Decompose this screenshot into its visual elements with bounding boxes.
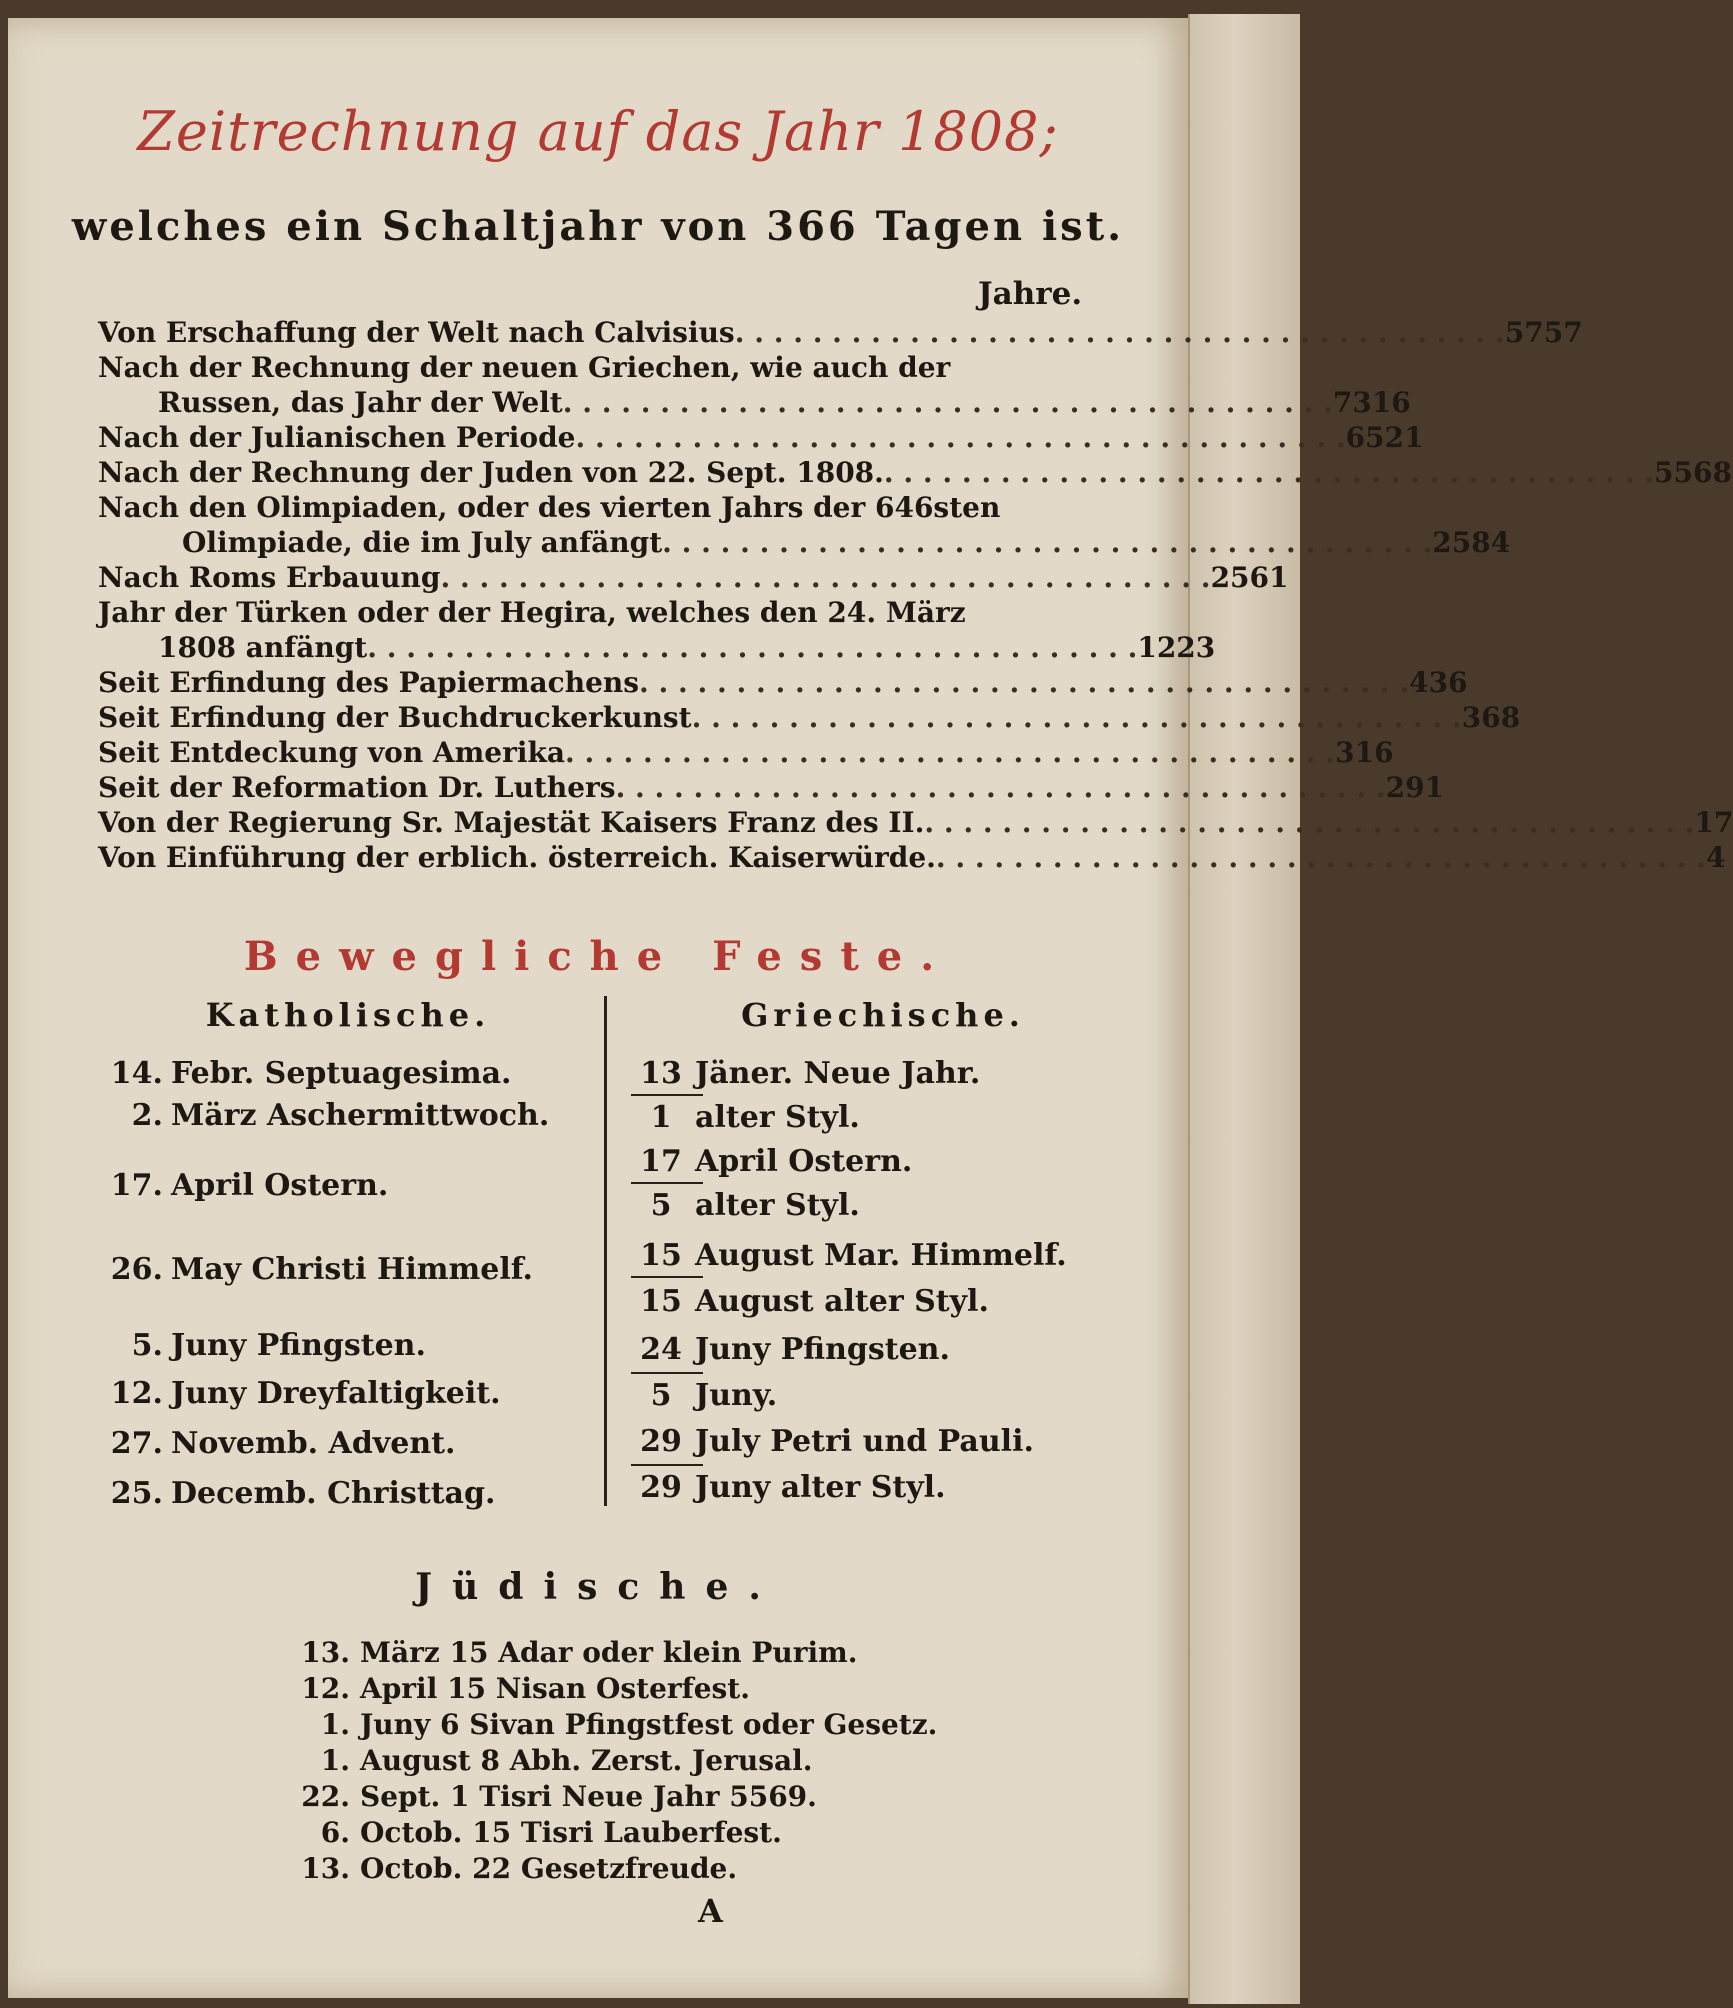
era-row-text: Jahr der Türken oder der Hegira, welches den 24. März xyxy=(98,596,966,629)
feast-text: April Ostern. xyxy=(695,1144,913,1179)
greek-feast-row xyxy=(633,1100,860,1135)
era-row-text: Seit der Reformation Dr. Luthers xyxy=(98,771,616,804)
feast-day: 12. xyxy=(301,1672,350,1705)
signature-mark: A xyxy=(698,1892,723,1930)
jewish-feast-row xyxy=(288,1672,988,1708)
era-row-text: Olimpiade, die im July anfängt xyxy=(182,526,663,559)
feast-day: 25. xyxy=(110,1476,163,1511)
greek-feast-row xyxy=(633,1238,1067,1273)
greek-feast-row xyxy=(633,1332,950,1367)
greek-header: Griechische. xyxy=(741,996,1025,1034)
catholic-feast-row xyxy=(103,1252,533,1287)
era-row-text: 1808 anfängt xyxy=(158,631,368,664)
catholic-feast-row xyxy=(103,1098,549,1133)
era-row: Von der Regierung Sr. Majestät Kaisers Franz des II. . . . . . . . . . . . . . . . . . . . . . . . . . . . . . . . . . . . . . . . . 17 xyxy=(98,806,1733,839)
jewish-feast-row xyxy=(288,1780,988,1816)
feast-day: 29 xyxy=(640,1424,682,1459)
era-row-year: 2561 xyxy=(1210,561,1289,594)
page-title: Zeitrechnung auf das Jahr 1808; xyxy=(137,100,1059,163)
era-row-text: Nach Roms Erbauung xyxy=(98,561,441,594)
era-row-text: Seit Erfindung des Papiermachens xyxy=(98,666,640,699)
fraction-rule xyxy=(631,1182,703,1184)
era-row xyxy=(98,489,1108,524)
era-row: Von Erschaffung der Welt nach Calvisius . . . . . . . . . . . . . . . . . . . . . . . . . . . . . . . . . . . . . . . . 5757 xyxy=(98,316,1583,349)
years-column-header: Jahre. xyxy=(978,276,1083,312)
era-row xyxy=(98,349,1108,384)
era-row-year: 436 xyxy=(1409,666,1468,699)
feast-day: 14. xyxy=(110,1056,163,1091)
feast-day: 15 xyxy=(640,1238,682,1273)
era-row: Russen, das Jahr der Welt . . . . . . . . . . . . . . . . . . . . . . . . . . . . . . . . . . . . . . . . 7316 xyxy=(98,384,1108,419)
greek-column xyxy=(633,996,1133,1505)
feast-text: Juny Pfingsten. xyxy=(695,1332,950,1367)
feast-day: 22. xyxy=(301,1780,350,1813)
fraction-rule xyxy=(631,1276,703,1278)
page-subtitle: welches ein Schaltjahr von 366 Tagen ist. xyxy=(71,203,1125,250)
feast-day: 13 xyxy=(640,1056,682,1091)
feast-text: May Christi Himmelf. xyxy=(171,1252,533,1287)
feast-day: 13. xyxy=(301,1636,350,1669)
feast-day: 5 xyxy=(650,1188,672,1223)
movable-feasts-title: Bewegliche Feste. xyxy=(243,933,953,980)
feast-day: 24 xyxy=(640,1332,682,1367)
feast-text: Febr. Septuagesima. xyxy=(171,1056,512,1091)
era-row-year: 291 xyxy=(1385,771,1445,804)
era-row: Nach der Rechnung der Juden von 22. Sept. 1808. . . . . . . . . . . . . . . . . . . . . . . . . . . . . . . . . . . . . . . . . 5568 xyxy=(98,456,1732,489)
feast-text: März Aschermittwoch. xyxy=(171,1098,550,1133)
era-row: Seit Erfindung der Buchdruckerkunst . . . . . . . . . . . . . . . . . . . . . . . . . . . . . . . . . . . . . . . . 368 xyxy=(98,701,1521,734)
era-row: Von Einführung der erblich. österreich. Kaiserwürde. . . . . . . . . . . . . . . . . . . . . . . . . . . . . . . . . . . . . . . . . 4 xyxy=(98,841,1726,874)
jewish-feast-row xyxy=(288,1852,988,1888)
feast-text: Jäner. Neue Jahr. xyxy=(695,1056,981,1091)
almanac-page xyxy=(8,18,1733,1998)
feast-text: Novemb. Advent. xyxy=(171,1426,456,1461)
feast-day: 15 xyxy=(640,1284,682,1319)
era-row-text: Russen, das Jahr der Welt xyxy=(158,386,563,419)
feast-text: Decemb. Christtag. xyxy=(171,1476,496,1511)
era-row xyxy=(98,594,1108,629)
feast-text: Juny Pfingsten. xyxy=(171,1328,426,1363)
feast-day: 17. xyxy=(110,1168,163,1203)
jewish-feast-row xyxy=(288,1708,988,1744)
jewish-feast-row xyxy=(288,1744,988,1780)
feast-day: 2. xyxy=(131,1098,163,1133)
era-row-year: 6521 xyxy=(1345,421,1424,454)
greek-feast-row xyxy=(633,1424,1034,1459)
era-row-year: 17 xyxy=(1694,806,1733,839)
era-row: Nach Roms Erbauung . . . . . . . . . . . . . . . . . . . . . . . . . . . . . . . . . . . . . . . . 2561 xyxy=(98,561,1289,594)
feast-day: 5 xyxy=(650,1378,672,1413)
era-row-text: Nach der Julianischen Periode xyxy=(98,421,576,454)
catholic-column xyxy=(103,996,593,1511)
feast-day: 5. xyxy=(131,1328,163,1363)
feast-text: Octob. 22 Gesetzfreude. xyxy=(360,1852,738,1885)
feast-text: März 15 Adar oder klein Purim. xyxy=(360,1636,858,1669)
feast-text: August Mar. Himmelf. xyxy=(695,1238,1067,1273)
era-row-year: 7316 xyxy=(1332,386,1411,419)
era-row-text: Nach der Rechnung der Juden von 22. Sept. 1808. xyxy=(98,456,884,489)
greek-feast-row xyxy=(633,1378,777,1413)
greek-feast-row xyxy=(633,1188,860,1223)
feast-text: April Ostern. xyxy=(171,1168,389,1203)
era-row-text: Von Einführung der erblich. österreich. Kaiserwürde. xyxy=(98,841,936,874)
feast-day: 12. xyxy=(110,1376,163,1411)
era-row-year: 1223 xyxy=(1137,631,1216,664)
feast-day: 17 xyxy=(640,1144,682,1179)
catholic-feast-row xyxy=(103,1376,501,1411)
catholic-feast-row xyxy=(103,1328,426,1363)
feast-day: 13. xyxy=(301,1852,350,1885)
catholic-feast-row xyxy=(103,1168,388,1203)
era-row: Seit der Reformation Dr. Luthers . . . . . . . . . . . . . . . . . . . . . . . . . . . . . . . . . . . . . . . . 291 xyxy=(98,771,1445,804)
feast-day: 1 xyxy=(650,1100,672,1135)
greek-feast-row xyxy=(633,1470,946,1505)
catholic-feast-row xyxy=(103,1056,511,1091)
feast-day: 1. xyxy=(320,1744,350,1777)
era-row-year: 316 xyxy=(1335,736,1394,769)
feast-text: August alter Styl. xyxy=(695,1284,989,1319)
jewish-list xyxy=(288,1636,988,1888)
jewish-header: Jüdische. xyxy=(415,1566,781,1608)
catholic-feast-row xyxy=(103,1476,495,1511)
feast-text: July Petri und Pauli. xyxy=(695,1424,1034,1459)
feast-text: Juny 6 Sivan Pfingstfest oder Gesetz. xyxy=(360,1708,938,1741)
era-row-text: Nach der Rechnung der neuen Griechen, wie auch der xyxy=(98,351,951,384)
page-edge xyxy=(1188,14,1300,2004)
catholic-feast-row xyxy=(103,1426,455,1461)
greek-feast-row xyxy=(633,1056,980,1091)
era-row-text: Nach den Olimpiaden, oder des vierten Jahrs der 646sten xyxy=(98,491,1001,524)
era-row: Seit Entdeckung von Amerika . . . . . . . . . . . . . . . . . . . . . . . . . . . . . . . . . . . . . . . . 316 xyxy=(98,736,1394,769)
catholic-header: Katholische. xyxy=(205,996,491,1034)
feast-day: 29 xyxy=(640,1470,682,1505)
feast-text: Juny alter Styl. xyxy=(695,1470,946,1505)
feast-text: August 8 Abh. Zerst. Jerusal. xyxy=(360,1744,813,1777)
era-row: Olimpiade, die im July anfängt . . . . . . . . . . . . . . . . . . . . . . . . . . . . . . . . . . . . . . . . 2584 xyxy=(98,524,1108,559)
era-row-text: Seit Entdeckung von Amerika xyxy=(98,736,566,769)
fraction-rule xyxy=(631,1094,703,1096)
era-row: Seit Erfindung des Papiermachens . . . . . . . . . . . . . . . . . . . . . . . . . . . . . . . . . . . . . . . . 436 xyxy=(98,666,1468,699)
feast-text: alter Styl. xyxy=(695,1188,860,1223)
fraction-rule xyxy=(631,1372,703,1374)
column-divider xyxy=(604,996,607,1506)
jewish-feast-row xyxy=(288,1636,988,1672)
era-row-text: Von der Regierung Sr. Majestät Kaisers Franz des II. xyxy=(98,806,925,839)
feast-day: 6. xyxy=(320,1816,350,1849)
greek-feast-row xyxy=(633,1284,989,1319)
feast-text: Sept. 1 Tisri Neue Jahr 5569. xyxy=(360,1780,817,1813)
era-row-year: 5757 xyxy=(1504,316,1583,349)
feast-day: 27. xyxy=(110,1426,163,1461)
feast-text: Juny Dreyfaltigkeit. xyxy=(171,1376,501,1411)
jewish-feast-row xyxy=(288,1816,988,1852)
era-row-year: 4 xyxy=(1706,841,1726,874)
era-row-year: 5568 xyxy=(1654,456,1732,489)
fraction-rule xyxy=(631,1464,703,1466)
feast-text: alter Styl. xyxy=(695,1100,860,1135)
feast-day: 1. xyxy=(320,1708,350,1741)
era-row-year: 368 xyxy=(1461,701,1521,734)
era-list xyxy=(98,314,1733,874)
era-row: 1808 anfängt . . . . . . . . . . . . . . . . . . . . . . . . . . . . . . . . . . . . . . . . 1223 xyxy=(98,629,1108,664)
feast-day: 26. xyxy=(110,1252,163,1287)
feast-text: Juny. xyxy=(695,1378,778,1413)
era-row-text: Seit Erfindung der Buchdruckerkunst xyxy=(98,701,692,734)
era-row: Nach der Julianischen Periode . . . . . . . . . . . . . . . . . . . . . . . . . . . . . . . . . . . . . . . . 6521 xyxy=(98,421,1424,454)
era-row-year: 2584 xyxy=(1432,526,1511,559)
feast-text: Octob. 15 Tisri Lauberfest. xyxy=(360,1816,782,1849)
greek-feast-row xyxy=(633,1144,912,1179)
era-row-text: Von Erschaffung der Welt nach Calvisius xyxy=(98,316,735,349)
feast-text: April 15 Nisan Osterfest. xyxy=(360,1672,750,1705)
